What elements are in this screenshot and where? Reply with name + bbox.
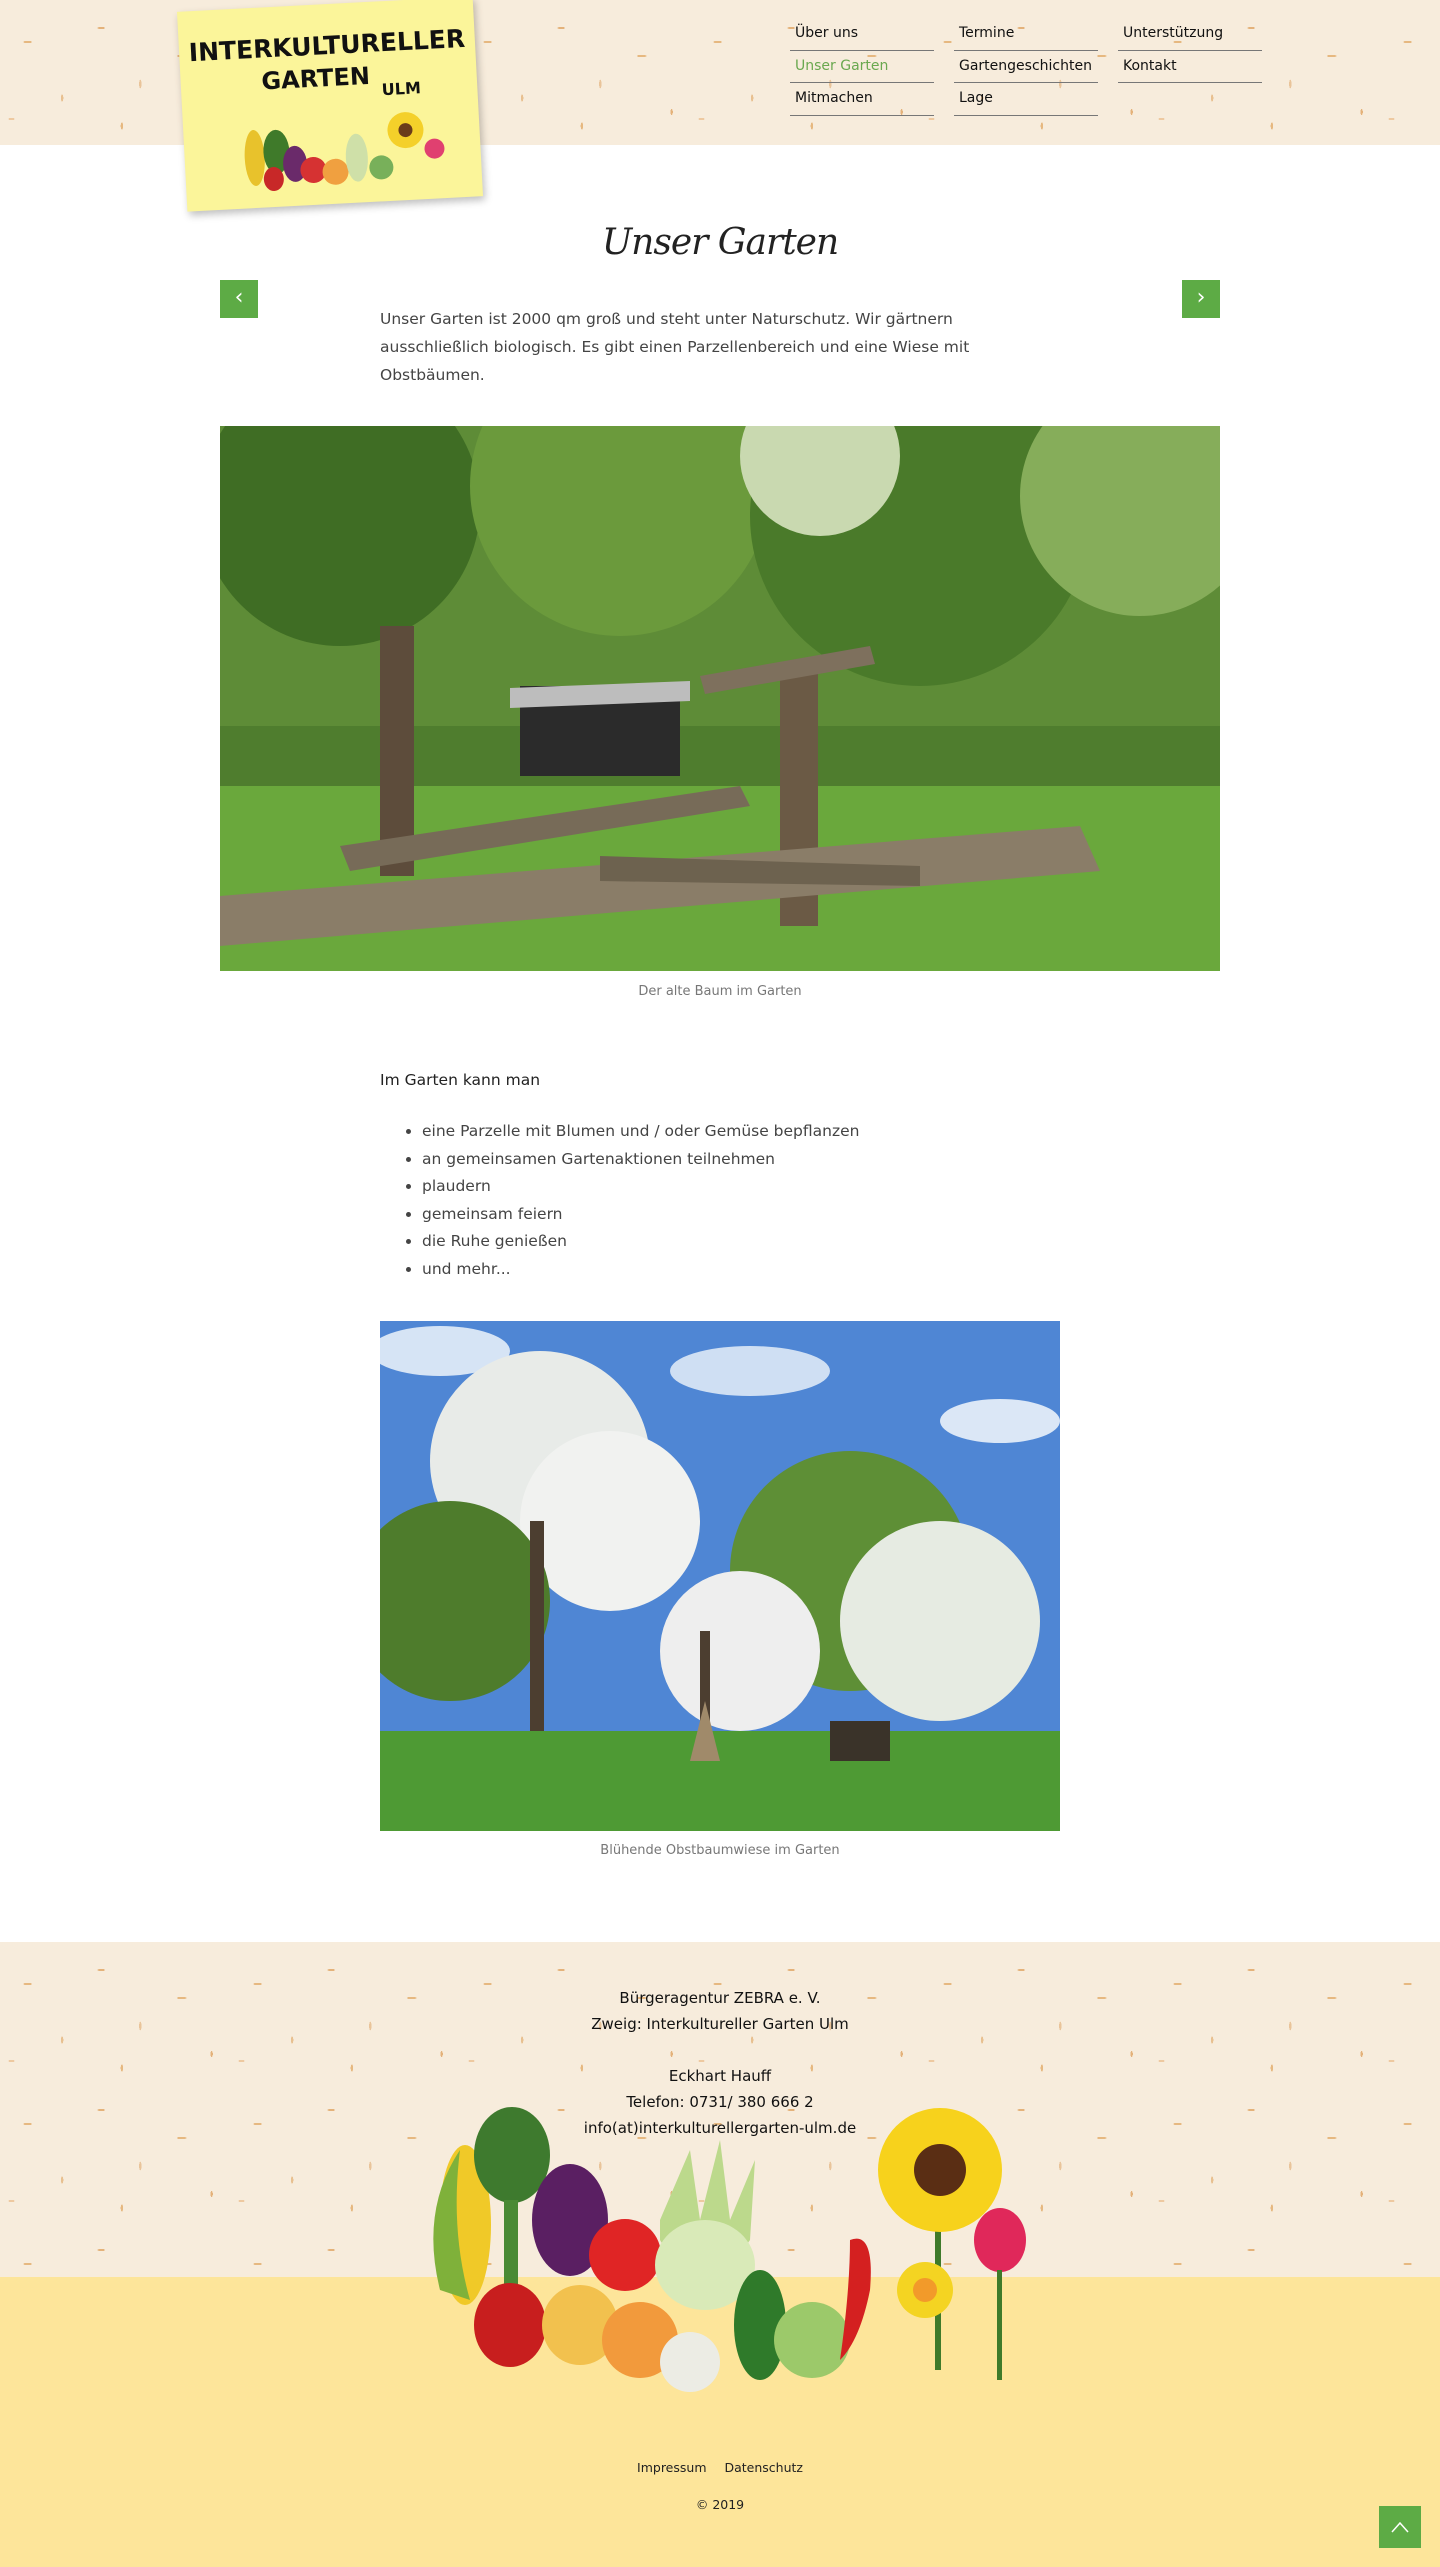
nav-column-2 [954,18,1098,116]
slider-prev-button[interactable] [220,280,258,318]
site-logo[interactable] [177,0,483,212]
nav-item-unterstuetzung[interactable]: Unterstützung [1118,18,1262,51]
logo-line-3: ULM [381,78,422,100]
chevron-right-icon: › [1196,285,1206,310]
intro-text: Unser Garten ist 2000 qm groß und steht unter Naturschutz. Wir gärtnern ausschließlich biologisch. Es gibt einen Parzellenbereich und eine Wiese mit Obstbäumen. [380,310,970,384]
scroll-to-top-button[interactable] [1379,2506,1421,2548]
spacer [0,2037,1440,2063]
list-item: • eine Parzelle mit Blumen und / oder Gemüse bepflanzen [422,1118,1022,1146]
footer-links [0,2460,1440,2475]
datenschutz-link[interactable]: Datenschutz [724,2460,803,2475]
vegetable-illustration [243,110,446,192]
activities-list [422,1118,1022,1284]
logo-line-1: INTERKULTURELLER [188,23,466,68]
nav-item-mitmachen[interactable]: Mitmachen [790,83,934,116]
slider-next-button[interactable] [1182,280,1220,318]
activities-heading: Im Garten kann man [380,1071,541,1089]
organisation-name: Bürgeragentur ZEBRA e. V. [619,1989,821,2007]
nav-item-gartengeschichten[interactable]: Gartengeschichten [954,51,1098,84]
nav-item-ueber-uns[interactable]: Über uns [790,18,934,51]
orchard-photo-caption: Blühende Obstbaumwiese im Garten [600,1843,840,1858]
list-item: • gemeinsam feiern [422,1201,1022,1229]
nav-column-1 [790,18,934,116]
nav-column-3 [1118,18,1262,83]
page-title: Unser Garten [601,222,839,263]
nav-item-lage[interactable]: Lage [954,83,1098,116]
list-item: • plaudern [422,1173,1022,1201]
copyright: © 2019 [695,2497,745,2512]
nav-item-termine[interactable]: Termine [954,18,1098,51]
contact-phone: Telefon: 0731/ 380 666 2 [626,2093,814,2111]
orchard-photo [380,1321,1060,1831]
chevron-up-icon [1391,2521,1409,2533]
nav-item-kontakt[interactable]: Kontakt [1118,51,1262,84]
list-item: • an gemeinsamen Gartenaktionen teilnehmen [422,1146,1022,1174]
nav-item-unser-garten[interactable]: Unser Garten [790,51,934,84]
slide-old-tree-photo [220,426,1220,971]
organisation-branch: Zweig: Interkultureller Garten Ulm [591,2015,849,2033]
chevron-left-icon: ‹ [234,285,244,310]
impressum-link[interactable]: Impressum [637,2460,707,2475]
contact-email[interactable]: info(at)interkulturellergarten-ulm.de [583,2119,857,2137]
slider-caption: Der alte Baum im Garten [638,984,802,999]
contact-name: Eckhart Hauff [668,2067,772,2085]
logo-line-2: GARTEN [260,61,371,96]
list-item: • und mehr... [422,1256,1022,1284]
image-slider[interactable] [220,426,1220,971]
list-item: • die Ruhe genießen [422,1228,1022,1256]
vegetable-characters-illustration [400,2090,1040,2410]
